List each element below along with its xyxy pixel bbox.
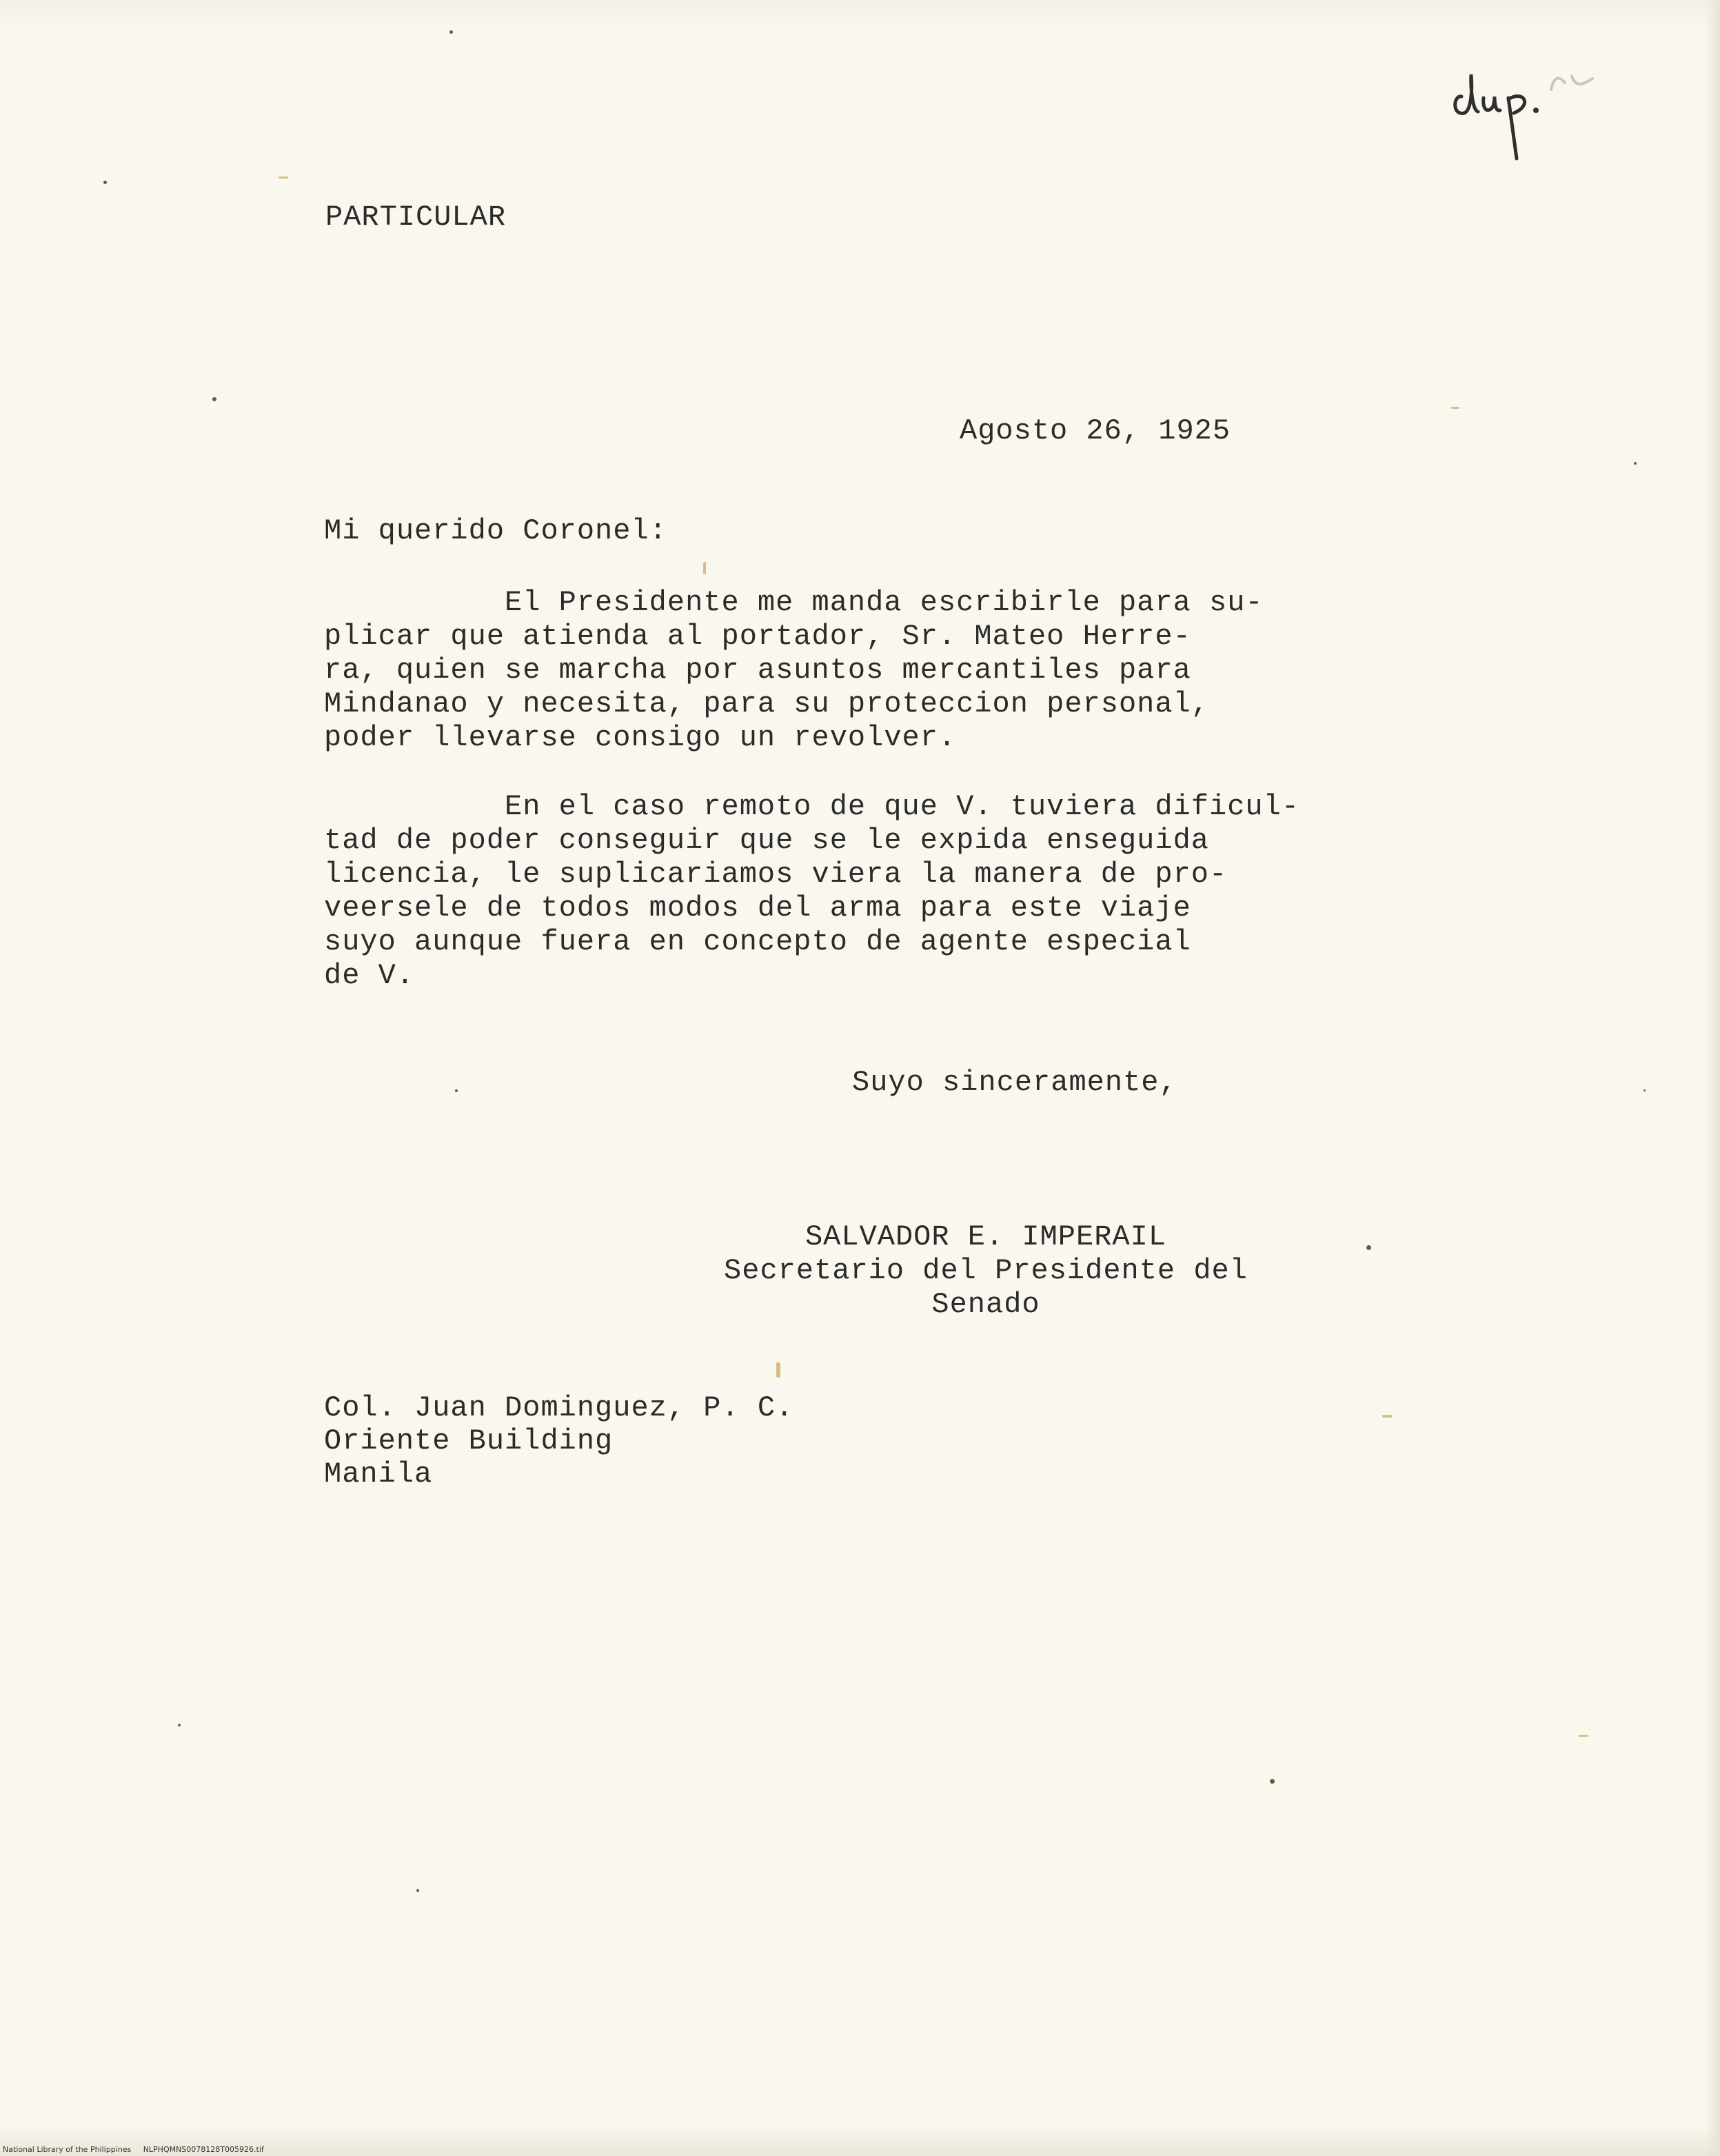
- paragraph-1-line: Mindanao y necesita, para su proteccion personal,: [324, 687, 1210, 721]
- paragraph-2-line: tad de poder conseguir que se le expida enseguida: [324, 824, 1210, 857]
- paper-speck: [1634, 462, 1637, 465]
- addressee-line-3: Manila: [324, 1458, 433, 1491]
- signature-title-line-1: Secretario del Presidente del: [724, 1254, 1248, 1287]
- handwritten-note-text: dup.: [1448, 55, 1450, 56]
- paragraph-1-line: ra, quien se marcha por asuntos mercantiles para: [324, 654, 1191, 687]
- signature-block: [724, 1220, 1248, 1322]
- page-edge-shadow: [1705, 0, 1720, 2156]
- addressee-block: [324, 1391, 793, 1491]
- paragraph-1-line: plicar que atienda al portador, Sr. Mateo Herre-: [324, 620, 1191, 653]
- paper-fleck: [1579, 1735, 1588, 1737]
- addressee-line-2: Oriente Building: [324, 1424, 614, 1458]
- paper-speck: [1270, 1779, 1275, 1784]
- paper-speck: [455, 1089, 458, 1092]
- paper-fleck: [279, 177, 288, 179]
- paper-speck: [416, 1889, 419, 1892]
- paper-fleck: [1382, 1415, 1392, 1418]
- paper-speck: [212, 397, 216, 401]
- paragraph-2-line: suyo aunque fuera en concepto de agente especial: [324, 925, 1191, 958]
- paper-speck: [1366, 1245, 1371, 1250]
- paper-speck: [103, 181, 107, 184]
- paper-fleck: [1451, 407, 1459, 409]
- paper-fleck: [776, 1362, 780, 1378]
- signature-title-line-2: Senado: [931, 1288, 1040, 1321]
- archive-stamp: National Library of the Philippines NLPHQMNS0078128T005926.tif: [3, 2145, 264, 2154]
- paper-speck: [1643, 1089, 1646, 1091]
- paragraph-1: [324, 586, 1264, 755]
- letter-closing: Suyo sinceramente,: [852, 1066, 1177, 1099]
- paragraph-2-line: veersele de todos modos del arma para este viaje: [324, 891, 1191, 925]
- paragraph-2-line: licencia, le suplicariamos viera la manera de pro-: [324, 858, 1228, 891]
- letter-date: Agosto 26, 1925: [960, 414, 1231, 447]
- paragraph-1-line: poder llevarse consigo un revolver.: [324, 721, 957, 754]
- signature-name: SALVADOR E. IMPERAIL: [805, 1220, 1167, 1253]
- paper-fleck: [703, 562, 706, 574]
- letter-salutation: Mi querido Coronel:: [324, 514, 667, 547]
- paper-speck: [449, 30, 453, 34]
- paragraph-2-line: de V.: [324, 959, 415, 992]
- paper-speck: [178, 1724, 181, 1726]
- paragraph-1-line: El Presidente me manda escribirle para su-: [324, 586, 1264, 619]
- paragraph-2: [324, 790, 1299, 993]
- letter-heading: PARTICULAR: [325, 201, 507, 234]
- handwritten-dup-note: [1448, 55, 1627, 165]
- addressee-line-1: Col. Juan Dominguez, P. C.: [324, 1391, 794, 1424]
- paragraph-2-line: En el caso remoto de que V. tuviera dificul-: [324, 790, 1300, 823]
